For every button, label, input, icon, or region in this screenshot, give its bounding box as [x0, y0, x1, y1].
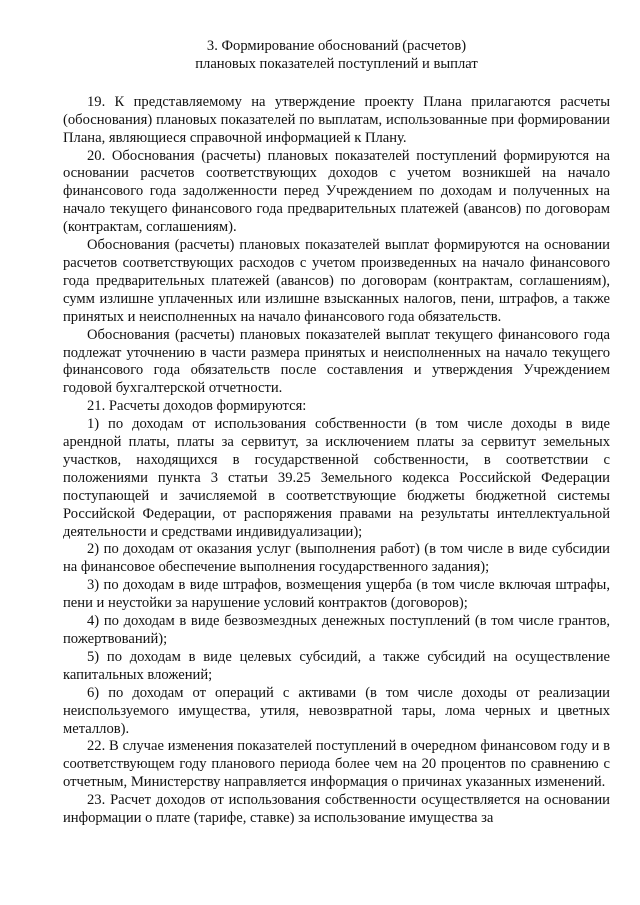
paragraph-payments-clarification: Обоснования (расчеты) плановых показателей выплат текущего финансового года подлежат уточнению в части размера принятых и неисполненных на начало текущего финансового года обязательств после составления и утверждения Учреждением годовой бухгалтерской отчетности.	[63, 326, 610, 397]
document-page	[63, 38, 610, 828]
list-item-4: 4) по доходам в виде безвозмездных денежных поступлений (в том числе грантов, пожертвований);	[63, 613, 610, 647]
paragraph-23: 23. Расчет доходов от использования собственности осуществляется на основании информации о плате (тарифе, ставке) за использование имущества за	[63, 792, 610, 827]
paragraph-21: 21. Расчеты доходов формируются:	[87, 398, 307, 415]
list-item-2: 2) по доходам от оказания услуг (выполнения работ) (в том числе в виде субсидии на финансовое обеспечение выполнения государственного задания);	[63, 541, 610, 576]
section-heading	[63, 38, 610, 74]
list-item-3: 3) по доходам в виде штрафов, возмещения ущерба (в том числе включая штрафы, пени и неустойки за нарушение условий контрактов (договоров);	[63, 577, 610, 612]
section-heading-line-2: плановых показателей поступлений и выплат	[195, 55, 478, 72]
paragraph-20: 20. Обоснования (расчеты) плановых показателей поступлений формируются на основании расчетов соответствующих доходов с учетом возникшей на начало финансового года задолженности перед Учреждением по доходам и полученных на начало текущего финансового года предварительных платежей (авансов) по договорам (контрактам, соглашениям).	[63, 147, 610, 236]
section-heading-line-1: 3. Формирование обоснований (расчетов)	[206, 38, 467, 54]
list-item-1: 1) по доходам от использования собственности (в том числе доходы в виде арендной платы, платы за сервитут, за исключением платы за сервитут земельных участков, находящихся в государственной собственности, в соответствии с положениями пункта 3 статьи 39.25 Земельного кодекса Российской Федерации поступающей и зачисляемой в соответствующие бюджеты бюджетной системы Российской Федерации, от распоряжения правами на результаты интеллектуальной деятельности и средствами индивидуализации);	[63, 416, 610, 540]
paragraph-payments-justification: Обоснования (расчеты) плановых показателей выплат формируются на основании расчетов соответствующих расходов с учетом произведенных на начало финансового года предварительных платежей (авансов) по договорам (контрактам, соглашениям), сумм излишне уплаченных или излишне взысканных налогов, пени, штрафов, а также принятых и неисполненных на начало финансового года обязательств.	[63, 237, 610, 325]
paragraph-22: 22. В случае изменения показателей поступлений в очередном финансовом году и в соответствующем году планового периода более чем на 20 процентов по сравнению с отчетным, Министерству направляется информация о причинах указанных изменений.	[63, 738, 610, 791]
list-item-6: 6) по доходам от операций с активами (в том числе доходы от реализации неиспользуемого имущества, утиля, невозвратной тары, лома черных и цветных металлов).	[63, 684, 610, 737]
paragraph-19: 19. К представляемому на утверждение проекту Плана прилагаются расчеты (обоснования) плановых показателей по выплатам, использованные при формировании Плана, являющиеся справочной информацией к Плану.	[63, 93, 610, 146]
list-item-5: 5) по доходам в виде целевых субсидий, а также субсидий на осуществление капитальных вложений;	[63, 648, 610, 683]
